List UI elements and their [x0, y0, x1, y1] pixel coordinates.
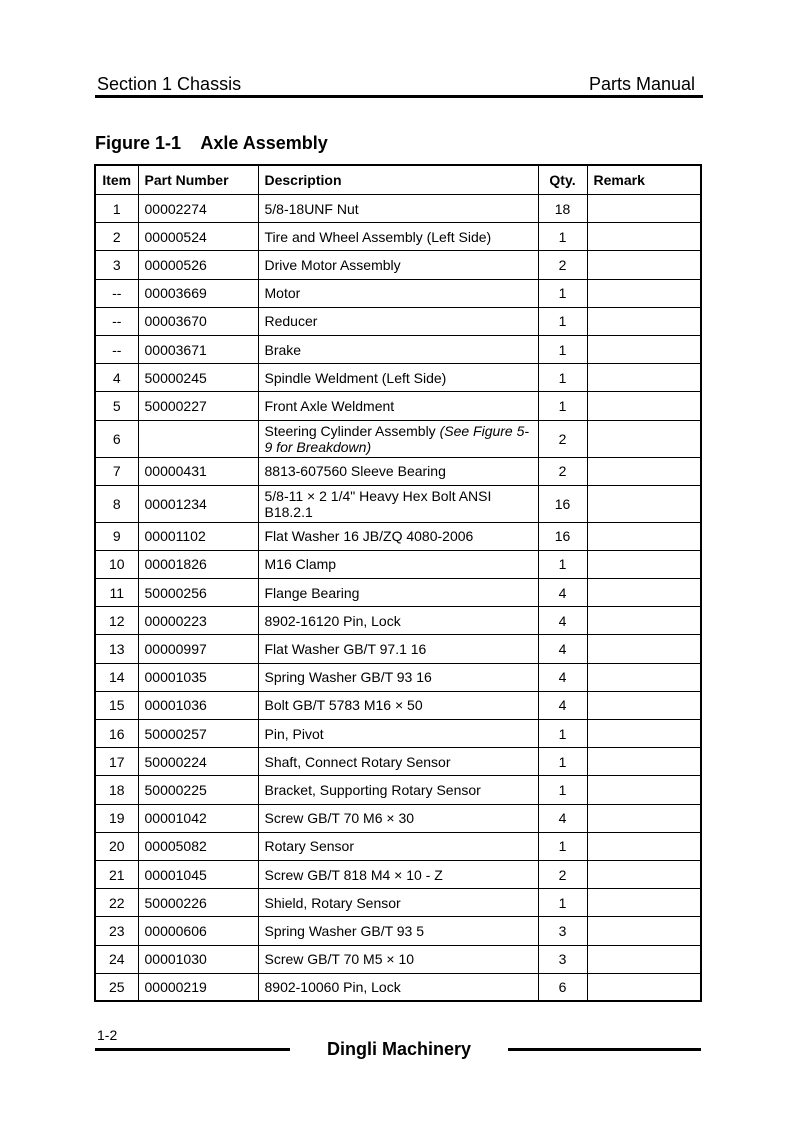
description-cell: Spindle Weldment (Left Side)	[258, 364, 538, 392]
item-cell: 23	[95, 917, 138, 945]
item-cell: 4	[95, 364, 138, 392]
qty-cell: 1	[538, 279, 587, 307]
part-number-cell: 00001035	[138, 663, 258, 691]
description-cell: Drive Motor Assembly	[258, 251, 538, 279]
table-row	[95, 251, 701, 279]
part-number-cell: 00001234	[138, 485, 258, 522]
column-header-qty: Qty.	[538, 165, 587, 195]
parts-table-body	[95, 195, 701, 1002]
column-header-description: Description	[258, 165, 538, 195]
remark-cell	[587, 485, 701, 522]
remark-cell	[587, 307, 701, 335]
part-number-cell: 00001036	[138, 691, 258, 719]
qty-cell: 1	[538, 364, 587, 392]
table-row	[95, 889, 701, 917]
remark-cell	[587, 973, 701, 1001]
description-cell: Spring Washer GB/T 93 16	[258, 663, 538, 691]
item-cell: 1	[95, 195, 138, 223]
qty-cell: 1	[538, 223, 587, 251]
table-row	[95, 663, 701, 691]
part-number-cell: 00000219	[138, 973, 258, 1001]
item-cell: 14	[95, 663, 138, 691]
description-cell: 5/8-11 × 2 1/4" Heavy Hex Bolt ANSI B18.2.1	[258, 485, 538, 522]
description-cell: 8813-607560 Sleeve Bearing	[258, 457, 538, 485]
qty-cell: 18	[538, 195, 587, 223]
parts-table-header	[95, 165, 701, 195]
description-cell: 8902-16120 Pin, Lock	[258, 607, 538, 635]
column-header-remark: Remark	[587, 165, 701, 195]
remark-cell	[587, 195, 701, 223]
table-row	[95, 485, 701, 522]
part-number-cell: 00003669	[138, 279, 258, 307]
table-row	[95, 776, 701, 804]
description-cell: Flat Washer GB/T 97.1 16	[258, 635, 538, 663]
part-number-cell: 50000227	[138, 392, 258, 420]
item-cell: 2	[95, 223, 138, 251]
table-row	[95, 335, 701, 363]
part-number-cell	[138, 420, 258, 457]
footer-brand: Dingli Machinery	[326, 1039, 472, 1059]
part-number-cell: 50000256	[138, 579, 258, 607]
section-title: Section 1 Chassis	[97, 74, 242, 94]
page-header	[95, 72, 701, 96]
description-cell: 8902-10060 Pin, Lock	[258, 973, 538, 1001]
table-row	[95, 522, 701, 550]
table-row	[95, 917, 701, 945]
description-cell: Brake	[258, 335, 538, 363]
qty-cell: 4	[538, 691, 587, 719]
table-row	[95, 973, 701, 1001]
part-number-cell: 50000226	[138, 889, 258, 917]
part-number-cell: 00000524	[138, 223, 258, 251]
description-cell: Bracket, Supporting Rotary Sensor	[258, 776, 538, 804]
qty-cell: 1	[538, 550, 587, 578]
description-cell: Bolt GB/T 5783 M16 × 50	[258, 691, 538, 719]
table-row	[95, 223, 701, 251]
table-row	[95, 579, 701, 607]
description-cell: Shaft, Connect Rotary Sensor	[258, 748, 538, 776]
qty-cell: 3	[538, 917, 587, 945]
table-row	[95, 720, 701, 748]
qty-cell: 1	[538, 307, 587, 335]
column-header-part-number: Part Number	[138, 165, 258, 195]
remark-cell	[587, 691, 701, 719]
footer-divider-left	[95, 1048, 290, 1051]
remark-cell	[587, 522, 701, 550]
part-number-cell: 00002274	[138, 195, 258, 223]
description-cell: Motor	[258, 279, 538, 307]
remark-cell	[587, 917, 701, 945]
item-cell: 3	[95, 251, 138, 279]
part-number-cell: 00003671	[138, 335, 258, 363]
remark-cell	[587, 860, 701, 888]
qty-cell: 4	[538, 804, 587, 832]
part-number-cell: 00001045	[138, 860, 258, 888]
table-row	[95, 550, 701, 578]
remark-cell	[587, 945, 701, 973]
item-cell: 24	[95, 945, 138, 973]
remark-cell	[587, 889, 701, 917]
remark-cell	[587, 607, 701, 635]
part-number-cell: 50000245	[138, 364, 258, 392]
item-cell: 13	[95, 635, 138, 663]
item-cell: 12	[95, 607, 138, 635]
part-number-cell: 00003670	[138, 307, 258, 335]
description-cell: Screw GB/T 70 M5 × 10	[258, 945, 538, 973]
table-row	[95, 860, 701, 888]
parts-table	[94, 164, 702, 1002]
part-number-cell: 00000223	[138, 607, 258, 635]
item-cell: 20	[95, 832, 138, 860]
description-cell: Reducer	[258, 307, 538, 335]
part-number-cell: 00000606	[138, 917, 258, 945]
part-number-cell: 00000997	[138, 635, 258, 663]
column-header-item: Item	[95, 165, 138, 195]
remark-cell	[587, 635, 701, 663]
description-cell: Flange Bearing	[258, 579, 538, 607]
remark-cell	[587, 457, 701, 485]
remark-cell	[587, 550, 701, 578]
qty-cell: 3	[538, 945, 587, 973]
qty-cell: 1	[538, 889, 587, 917]
qty-cell: 4	[538, 579, 587, 607]
qty-cell: 1	[538, 748, 587, 776]
remark-cell	[587, 335, 701, 363]
table-row	[95, 392, 701, 420]
item-cell: 7	[95, 457, 138, 485]
item-cell: 11	[95, 579, 138, 607]
remark-cell	[587, 364, 701, 392]
remark-cell	[587, 420, 701, 457]
item-cell: 22	[95, 889, 138, 917]
item-cell: 21	[95, 860, 138, 888]
table-row	[95, 457, 701, 485]
description-cell: M16 Clamp	[258, 550, 538, 578]
part-number-cell: 50000257	[138, 720, 258, 748]
table-row	[95, 691, 701, 719]
item-cell: 25	[95, 973, 138, 1001]
part-number-cell: 00001042	[138, 804, 258, 832]
qty-cell: 1	[538, 720, 587, 748]
description-cell: Rotary Sensor	[258, 832, 538, 860]
part-number-cell: 00000526	[138, 251, 258, 279]
item-cell: 6	[95, 420, 138, 457]
qty-cell: 6	[538, 973, 587, 1001]
part-number-cell: 50000225	[138, 776, 258, 804]
remark-cell	[587, 832, 701, 860]
table-row	[95, 420, 701, 457]
item-cell: 9	[95, 522, 138, 550]
qty-cell: 4	[538, 607, 587, 635]
qty-cell: 16	[538, 485, 587, 522]
qty-cell: 1	[538, 392, 587, 420]
header-row	[95, 165, 701, 195]
qty-cell: 2	[538, 860, 587, 888]
part-number-cell: 00001102	[138, 522, 258, 550]
part-number-cell: 00001030	[138, 945, 258, 973]
item-cell: 19	[95, 804, 138, 832]
qty-cell: 4	[538, 635, 587, 663]
table-row	[95, 279, 701, 307]
qty-cell: 2	[538, 420, 587, 457]
qty-cell: 2	[538, 457, 587, 485]
qty-cell: 1	[538, 335, 587, 363]
remark-cell	[587, 748, 701, 776]
header-divider	[95, 95, 703, 98]
item-cell: 18	[95, 776, 138, 804]
qty-cell: 2	[538, 251, 587, 279]
description-cell	[258, 420, 538, 457]
remark-cell	[587, 663, 701, 691]
remark-cell	[587, 223, 701, 251]
remark-cell	[587, 776, 701, 804]
remark-cell	[587, 279, 701, 307]
table-row	[95, 364, 701, 392]
remark-cell	[587, 804, 701, 832]
remark-cell	[587, 251, 701, 279]
part-number-cell: 00001826	[138, 550, 258, 578]
remark-cell	[587, 392, 701, 420]
description-cell: Shield, Rotary Sensor	[258, 889, 538, 917]
item-cell: 15	[95, 691, 138, 719]
qty-cell: 1	[538, 776, 587, 804]
qty-cell: 16	[538, 522, 587, 550]
figure-title: Figure 1-1 Axle Assembly	[95, 133, 328, 153]
table-row	[95, 832, 701, 860]
item-cell: --	[95, 335, 138, 363]
description-cell: Screw GB/T 70 M6 × 30	[258, 804, 538, 832]
description-cell: Flat Washer 16 JB/ZQ 4080-2006	[258, 522, 538, 550]
footer-divider-right	[508, 1048, 701, 1051]
part-number-cell: 50000224	[138, 748, 258, 776]
item-cell: 10	[95, 550, 138, 578]
qty-cell: 4	[538, 663, 587, 691]
item-cell: 17	[95, 748, 138, 776]
item-cell: 16	[95, 720, 138, 748]
item-cell: 8	[95, 485, 138, 522]
remark-cell	[587, 720, 701, 748]
description-cell: Screw GB/T 818 M4 × 10 - Z	[258, 860, 538, 888]
page-number: 1-2	[97, 1027, 118, 1043]
part-number-cell: 00000431	[138, 457, 258, 485]
description-cell: Pin, Pivot	[258, 720, 538, 748]
table-row	[95, 307, 701, 335]
description-note: (See Figure 5-9 for Breakdown)	[264, 422, 530, 455]
part-number-cell: 00005082	[138, 832, 258, 860]
description-cell: Spring Washer GB/T 93 5	[258, 917, 538, 945]
table-row	[95, 748, 701, 776]
remark-cell	[587, 579, 701, 607]
description-text: Steering Cylinder Assembly	[264, 422, 440, 439]
item-cell: 5	[95, 392, 138, 420]
table-row	[95, 635, 701, 663]
manual-title: Parts Manual	[588, 74, 695, 94]
item-cell: --	[95, 307, 138, 335]
item-cell: --	[95, 279, 138, 307]
qty-cell: 1	[538, 832, 587, 860]
description-cell: Tire and Wheel Assembly (Left Side)	[258, 223, 538, 251]
table-row	[95, 195, 701, 223]
table-row	[95, 945, 701, 973]
description-cell: 5/8-18UNF Nut	[258, 195, 538, 223]
table-row	[95, 804, 701, 832]
table-row	[95, 607, 701, 635]
description-cell: Front Axle Weldment	[258, 392, 538, 420]
